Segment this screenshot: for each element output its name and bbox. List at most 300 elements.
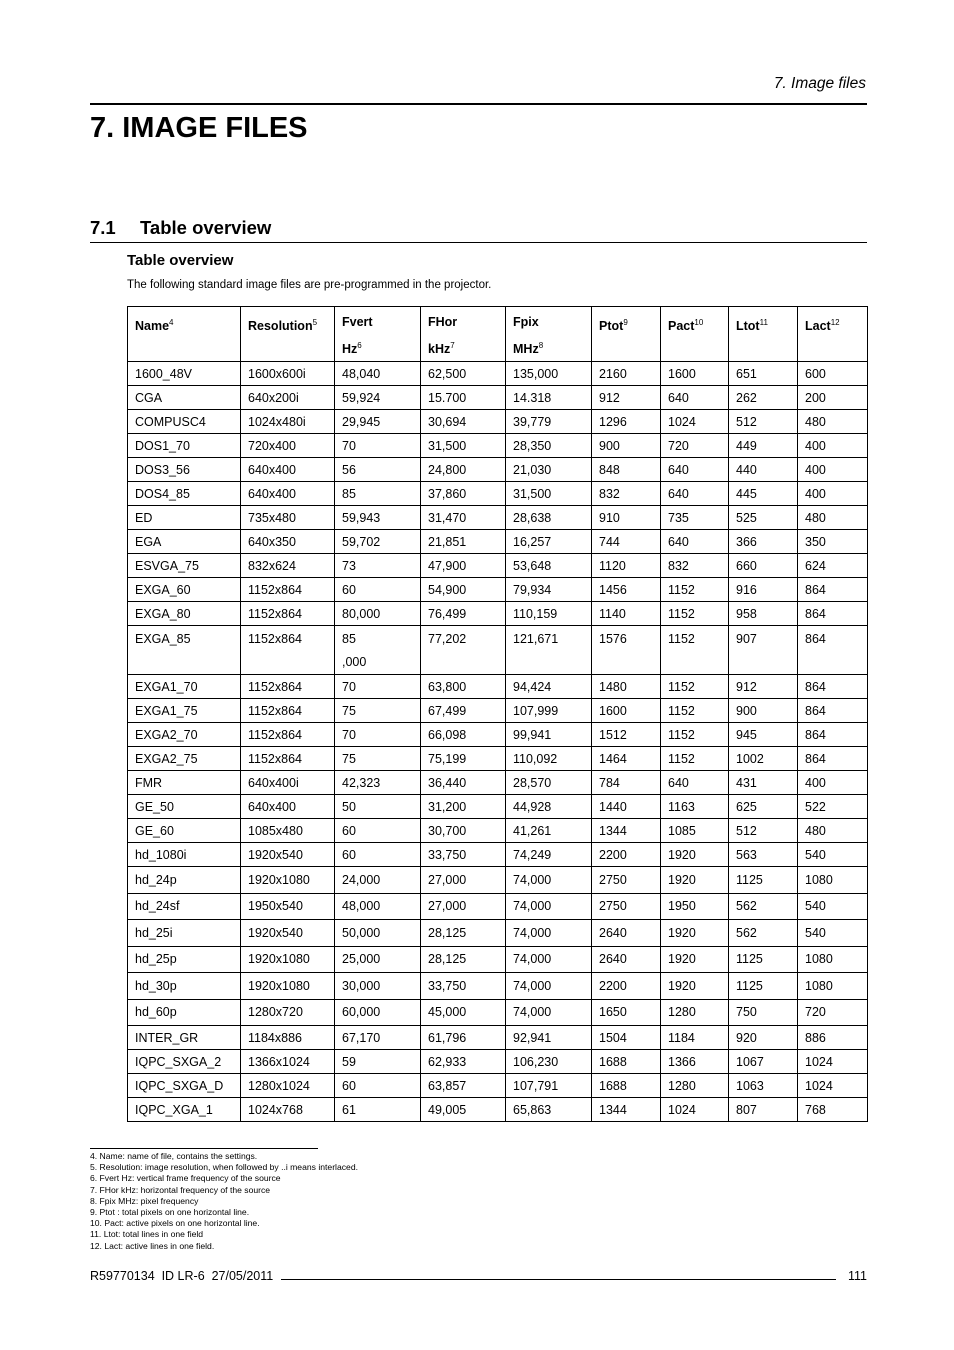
- table-cell: 1184: [661, 1026, 729, 1050]
- page-footer: [90, 1269, 867, 1283]
- table-cell: 886: [798, 1026, 868, 1050]
- table-cell: 200: [798, 386, 868, 410]
- table-cell: 525: [729, 506, 798, 530]
- table-cell: 73: [335, 554, 421, 578]
- table-cell: 1920x540: [241, 843, 335, 867]
- table-cell: 1152x864: [241, 602, 335, 626]
- table-cell: DOS4_85: [128, 482, 241, 506]
- table-cell: 74,000: [506, 999, 592, 1026]
- table-cell: 1464: [592, 747, 661, 771]
- table-cell: 45,000: [421, 999, 506, 1026]
- table-cell: 1002: [729, 747, 798, 771]
- footnote: 9. Ptot : total pixels on one horizontal line.: [90, 1207, 250, 1218]
- table-cell: 735: [661, 506, 729, 530]
- table-cell: 39,779: [506, 410, 592, 434]
- table-cell: 24,800: [421, 458, 506, 482]
- table-cell: 28,125: [421, 920, 506, 947]
- table-cell: hd_24p: [128, 867, 241, 894]
- table-row: [128, 747, 868, 771]
- table-cell: 56: [335, 458, 421, 482]
- table-cell: 848: [592, 458, 661, 482]
- table-cell: 1920x1080: [241, 973, 335, 1000]
- table-cell: 1024x768: [241, 1098, 335, 1122]
- table-cell: 31,470: [421, 506, 506, 530]
- table-row: [128, 723, 868, 747]
- table-cell: 77,202: [421, 626, 506, 675]
- table-cell: IQPC_SXGA_2: [128, 1050, 241, 1074]
- column-header-label: Fvert: [342, 315, 373, 329]
- table-row: [128, 1050, 868, 1074]
- table-cell: hd_25i: [128, 920, 241, 947]
- column-header-label: Fpix: [513, 315, 539, 329]
- table-cell: 67,499: [421, 699, 506, 723]
- table-cell: 540: [798, 893, 868, 920]
- table-cell: 1152: [661, 675, 729, 699]
- table-cell: 1504: [592, 1026, 661, 1050]
- section-title: [90, 217, 271, 239]
- table-cell: GE_50: [128, 795, 241, 819]
- table-cell: 640: [661, 482, 729, 506]
- running-head: 7. Image files: [773, 75, 866, 92]
- column-header: [592, 307, 661, 362]
- section-title-text: Table overview: [140, 217, 272, 238]
- table-cell: 910: [592, 506, 661, 530]
- table-cell: hd_24sf: [128, 893, 241, 920]
- table-cell: 480: [798, 410, 868, 434]
- table-cell: 400: [798, 482, 868, 506]
- table-cell: 640: [661, 530, 729, 554]
- table-cell: 107,791: [506, 1074, 592, 1098]
- table-cell: 135,000: [506, 362, 592, 386]
- table-cell: 30,694: [421, 410, 506, 434]
- table-cell: 1140: [592, 602, 661, 626]
- table-cell: CGA: [128, 386, 241, 410]
- footnote: 11. Ltot: total lines in one field: [90, 1229, 204, 1240]
- table-cell: 1152: [661, 723, 729, 747]
- table-cell: 2750: [592, 867, 661, 894]
- table-cell: EXGA_60: [128, 578, 241, 602]
- column-header-label: Resolution: [248, 319, 313, 333]
- table-row: [128, 362, 868, 386]
- table-cell: 1085: [661, 819, 729, 843]
- table-cell: 864: [798, 747, 868, 771]
- table-cell: 744: [592, 530, 661, 554]
- table-cell: 63,800: [421, 675, 506, 699]
- column-header: [661, 307, 729, 362]
- table-cell: 42,323: [335, 771, 421, 795]
- table-cell: 30,700: [421, 819, 506, 843]
- table-cell: ESVGA_75: [128, 554, 241, 578]
- table-cell: 832x624: [241, 554, 335, 578]
- table-cell: 366: [729, 530, 798, 554]
- table-cell: 2640: [592, 946, 661, 973]
- table-cell: 1344: [592, 1098, 661, 1122]
- table-cell: 1600x600i: [241, 362, 335, 386]
- column-header-unit: kHz: [428, 342, 451, 356]
- table-cell: 1600: [592, 699, 661, 723]
- table-cell: 945: [729, 723, 798, 747]
- table-row: [128, 434, 868, 458]
- table-cell: 1125: [729, 946, 798, 973]
- table-cell: 864: [798, 602, 868, 626]
- table-cell: 1296: [592, 410, 661, 434]
- table-row: [128, 458, 868, 482]
- table-cell: COMPUSC4: [128, 410, 241, 434]
- table-cell: 916: [729, 578, 798, 602]
- table-cell: 1950x540: [241, 893, 335, 920]
- table-cell: ED: [128, 506, 241, 530]
- top-rule: [90, 103, 867, 105]
- table-cell: 85: [335, 482, 421, 506]
- intro-text: The following standard image files are pre-programmed in the projector.: [127, 279, 492, 291]
- table-cell: 1152x864: [241, 723, 335, 747]
- table-cell: EXGA_80: [128, 602, 241, 626]
- footnote-ref: 4: [169, 318, 174, 327]
- image-files-table: [127, 306, 868, 1122]
- footnote: 4. Name: name of file, contains the settings.: [90, 1151, 258, 1161]
- table-cell: 28,570: [506, 771, 592, 795]
- table-cell: 1163: [661, 795, 729, 819]
- table-cell: 49,005: [421, 1098, 506, 1122]
- table-cell: 41,261: [506, 819, 592, 843]
- table-cell: 1512: [592, 723, 661, 747]
- column-header-label: FHor: [428, 315, 458, 329]
- document-id: R59770134 ID LR-6 27/05/2011: [90, 1269, 274, 1283]
- table-cell: 16,257: [506, 530, 592, 554]
- column-header: [729, 307, 798, 362]
- table-cell: 445: [729, 482, 798, 506]
- table-cell: 512: [729, 819, 798, 843]
- table-cell: IQPC_XGA_1: [128, 1098, 241, 1122]
- table-row: [128, 867, 868, 894]
- table-cell: 70: [335, 675, 421, 699]
- table-cell: 958: [729, 602, 798, 626]
- table-cell: 110,092: [506, 747, 592, 771]
- footnote: 6. Fvert Hz: vertical frame frequency of the source: [90, 1173, 281, 1184]
- table-cell: 24,000: [335, 867, 421, 894]
- table-cell: 74,000: [506, 973, 592, 1000]
- table-cell: 1920: [661, 920, 729, 947]
- table-row: [128, 795, 868, 819]
- column-header-label: Ptot: [599, 319, 624, 333]
- table-cell: 1280: [661, 1074, 729, 1098]
- table-cell: 37,860: [421, 482, 506, 506]
- footnote: 5. Resolution: image resolution, when followed by ..i means interlaced.: [90, 1162, 358, 1173]
- table-cell: 720x400: [241, 434, 335, 458]
- table-cell: EXGA2_75: [128, 747, 241, 771]
- table-cell: 540: [798, 920, 868, 947]
- table-cell: 21,030: [506, 458, 592, 482]
- table-cell: FMR: [128, 771, 241, 795]
- table-cell: 1920x1080: [241, 867, 335, 894]
- table-cell: 1024: [661, 410, 729, 434]
- table-cell: 59: [335, 1050, 421, 1074]
- table-cell: 1080: [798, 973, 868, 1000]
- table-cell: 47,900: [421, 554, 506, 578]
- table-cell: hd_30p: [128, 973, 241, 1000]
- footnotes: [90, 1151, 358, 1252]
- table-cell: 912: [729, 675, 798, 699]
- table-row: [128, 482, 868, 506]
- table-cell: 900: [592, 434, 661, 458]
- table-cell: 2640: [592, 920, 661, 947]
- table-row: [128, 771, 868, 795]
- table-cell: 1456: [592, 578, 661, 602]
- table-row: [128, 410, 868, 434]
- footnote-ref: 6: [357, 341, 362, 350]
- table-cell: 1950: [661, 893, 729, 920]
- table-cell: 864: [798, 578, 868, 602]
- table-cell: 74,000: [506, 946, 592, 973]
- table-cell: 1080: [798, 946, 868, 973]
- table-cell: 1024: [798, 1074, 868, 1098]
- table-cell: 15.700: [421, 386, 506, 410]
- table-cell: 31,500: [421, 434, 506, 458]
- table-cell: 48,040: [335, 362, 421, 386]
- table-row: [128, 946, 868, 973]
- section-rule: [90, 242, 867, 243]
- table-row: [128, 893, 868, 920]
- table-cell: 48,000: [335, 893, 421, 920]
- table-cell: 76,499: [421, 602, 506, 626]
- footnote: 8. Fpix MHz: pixel frequency: [90, 1195, 199, 1206]
- table-cell: 640x400: [241, 458, 335, 482]
- table-cell: 70: [335, 434, 421, 458]
- table-cell: 2200: [592, 973, 661, 1000]
- table-cell: 1480: [592, 675, 661, 699]
- table-cell: hd_25p: [128, 946, 241, 973]
- table-cell: 735x480: [241, 506, 335, 530]
- table-cell: 1125: [729, 867, 798, 894]
- table-cell: 61,796: [421, 1026, 506, 1050]
- table-cell: 449: [729, 434, 798, 458]
- table-cell: 59,924: [335, 386, 421, 410]
- table-cell: 1920: [661, 843, 729, 867]
- table-cell: 1366x1024: [241, 1050, 335, 1074]
- table-row: [128, 999, 868, 1026]
- table-cell: 2750: [592, 893, 661, 920]
- table-cell: 720: [798, 999, 868, 1026]
- table-cell: 1063: [729, 1074, 798, 1098]
- table-cell: 65,863: [506, 1098, 592, 1122]
- table-cell: 107,999: [506, 699, 592, 723]
- table-cell: 832: [592, 482, 661, 506]
- table-row: [128, 530, 868, 554]
- table-cell: 25,000: [335, 946, 421, 973]
- table-row: [128, 554, 868, 578]
- table-cell: EXGA_85: [128, 626, 241, 675]
- column-header: [128, 307, 241, 362]
- table-cell: 720: [661, 434, 729, 458]
- table-cell: 1024: [798, 1050, 868, 1074]
- table-cell: 70: [335, 723, 421, 747]
- table-cell: 1366: [661, 1050, 729, 1074]
- table-cell: 640x400: [241, 482, 335, 506]
- table-cell: 1152: [661, 699, 729, 723]
- table-cell: 400: [798, 458, 868, 482]
- table-cell: INTER_GR: [128, 1026, 241, 1050]
- column-header-label: Ltot: [736, 319, 760, 333]
- table-cell: EXGA2_70: [128, 723, 241, 747]
- table-cell: 1152: [661, 602, 729, 626]
- table-row: [128, 819, 868, 843]
- table-row: [128, 1098, 868, 1122]
- column-header-label: Name: [135, 319, 170, 333]
- table-cell: 1152: [661, 578, 729, 602]
- table-cell: 262: [729, 386, 798, 410]
- table-row: [128, 843, 868, 867]
- table-cell: 33,750: [421, 843, 506, 867]
- table-cell: 440: [729, 458, 798, 482]
- table-cell: 1920: [661, 973, 729, 1000]
- table-cell: 640: [661, 386, 729, 410]
- table-cell: 1920x1080: [241, 946, 335, 973]
- table-cell: 624: [798, 554, 868, 578]
- table-cell: 512: [729, 410, 798, 434]
- table-cell: 640x400: [241, 795, 335, 819]
- table-cell: 29,945: [335, 410, 421, 434]
- table-cell: 27,000: [421, 893, 506, 920]
- table-cell: 50: [335, 795, 421, 819]
- table-row: [128, 386, 868, 410]
- table-cell: 1600_48V: [128, 362, 241, 386]
- table-cell: 59,943: [335, 506, 421, 530]
- table-cell: 60: [335, 578, 421, 602]
- table-cell: 640x350: [241, 530, 335, 554]
- table-cell: 62,500: [421, 362, 506, 386]
- table-cell: 864: [798, 626, 868, 675]
- table-cell: 1125: [729, 973, 798, 1000]
- table-cell: 563: [729, 843, 798, 867]
- table-cell: 33,750: [421, 973, 506, 1000]
- table-cell: 44,928: [506, 795, 592, 819]
- subsection-title: Table overview: [127, 252, 234, 269]
- table-cell: 900: [729, 699, 798, 723]
- table-row: [128, 578, 868, 602]
- footer-rule: [281, 1279, 836, 1280]
- table-cell: 28,638: [506, 506, 592, 530]
- column-header: [241, 307, 335, 362]
- table-cell: 784: [592, 771, 661, 795]
- table-row: [128, 626, 868, 675]
- table-cell: 80,000: [335, 602, 421, 626]
- table-cell: 1024: [661, 1098, 729, 1122]
- table-cell: 864: [798, 723, 868, 747]
- table-cell: 1344: [592, 819, 661, 843]
- table-cell: 832: [661, 554, 729, 578]
- table-cell: 864: [798, 675, 868, 699]
- column-header: [798, 307, 868, 362]
- table-cell: 1650: [592, 999, 661, 1026]
- table-cell: 1280x1024: [241, 1074, 335, 1098]
- table-cell: 74,000: [506, 920, 592, 947]
- table-cell: EXGA1_75: [128, 699, 241, 723]
- table-row: [128, 506, 868, 530]
- table-cell: 1152x864: [241, 578, 335, 602]
- table-cell: 75,199: [421, 747, 506, 771]
- table-cell: 400: [798, 771, 868, 795]
- table-cell: 60: [335, 819, 421, 843]
- table-cell: 2160: [592, 362, 661, 386]
- table-cell: 74,000: [506, 867, 592, 894]
- footnote-ref: 8: [538, 341, 544, 350]
- table-cell: 31,200: [421, 795, 506, 819]
- table-cell: 99,941: [506, 723, 592, 747]
- table-cell: 625: [729, 795, 798, 819]
- table-cell: 1920: [661, 946, 729, 973]
- table-cell: 75: [335, 699, 421, 723]
- table-cell: 1440: [592, 795, 661, 819]
- table-cell: 1688: [592, 1050, 661, 1074]
- table-cell: 600: [798, 362, 868, 386]
- table-cell: 31,500: [506, 482, 592, 506]
- table-cell: 1067: [729, 1050, 798, 1074]
- table-cell: 59,702: [335, 530, 421, 554]
- table-cell: 350: [798, 530, 868, 554]
- table-cell: 640: [661, 771, 729, 795]
- table-cell: 1280x720: [241, 999, 335, 1026]
- table-cell: 1920: [661, 867, 729, 894]
- footnote: 10. Pact: active pixels on one horizontal line.: [90, 1218, 260, 1229]
- table-cell: hd_1080i: [128, 843, 241, 867]
- table-cell: 640x200i: [241, 386, 335, 410]
- table-cell: 480: [798, 819, 868, 843]
- table-cell: 807: [729, 1098, 798, 1122]
- table-cell: 562: [729, 920, 798, 947]
- table-row: [128, 1074, 868, 1098]
- table-cell: 1576: [592, 626, 661, 675]
- table-cell: 36,440: [421, 771, 506, 795]
- chapter-title: 7. IMAGE FILES: [90, 112, 308, 144]
- table-cell: 1085x480: [241, 819, 335, 843]
- column-header: [335, 307, 421, 362]
- table-cell: 400: [798, 434, 868, 458]
- table-cell: 67,170: [335, 1026, 421, 1050]
- table-cell: 1152x864: [241, 626, 335, 675]
- table-cell: 121,671: [506, 626, 592, 675]
- footnote-ref: 5: [312, 318, 318, 327]
- table-cell: 28,350: [506, 434, 592, 458]
- table-row: [128, 675, 868, 699]
- table-cell: 2200: [592, 843, 661, 867]
- table-cell: 1184x886: [241, 1026, 335, 1050]
- table-cell: 920: [729, 1026, 798, 1050]
- column-header-label: Lact: [805, 319, 831, 333]
- table-row: [128, 973, 868, 1000]
- table-cell: 94,424: [506, 675, 592, 699]
- table-cell: 106,230: [506, 1050, 592, 1074]
- column-header-unit: Hz: [342, 342, 358, 356]
- footnote-ref: 9: [623, 318, 628, 327]
- footnote-ref: 7: [450, 341, 455, 350]
- column-header: [421, 307, 506, 362]
- table-cell: 21,851: [421, 530, 506, 554]
- column-header: [506, 307, 592, 362]
- table-cell: GE_60: [128, 819, 241, 843]
- table-cell: 562: [729, 893, 798, 920]
- table-cell: 768: [798, 1098, 868, 1122]
- page-number: 111: [847, 1269, 867, 1283]
- footnote-ref: 11: [759, 318, 768, 327]
- table-cell: 1152x864: [241, 699, 335, 723]
- table-cell: 50,000: [335, 920, 421, 947]
- table-cell: hd_60p: [128, 999, 241, 1026]
- table-cell: 1688: [592, 1074, 661, 1098]
- table-cell: 431: [729, 771, 798, 795]
- table-cell: 74,000: [506, 893, 592, 920]
- table-cell: 74,249: [506, 843, 592, 867]
- table-cell: IQPC_SXGA_D: [128, 1074, 241, 1098]
